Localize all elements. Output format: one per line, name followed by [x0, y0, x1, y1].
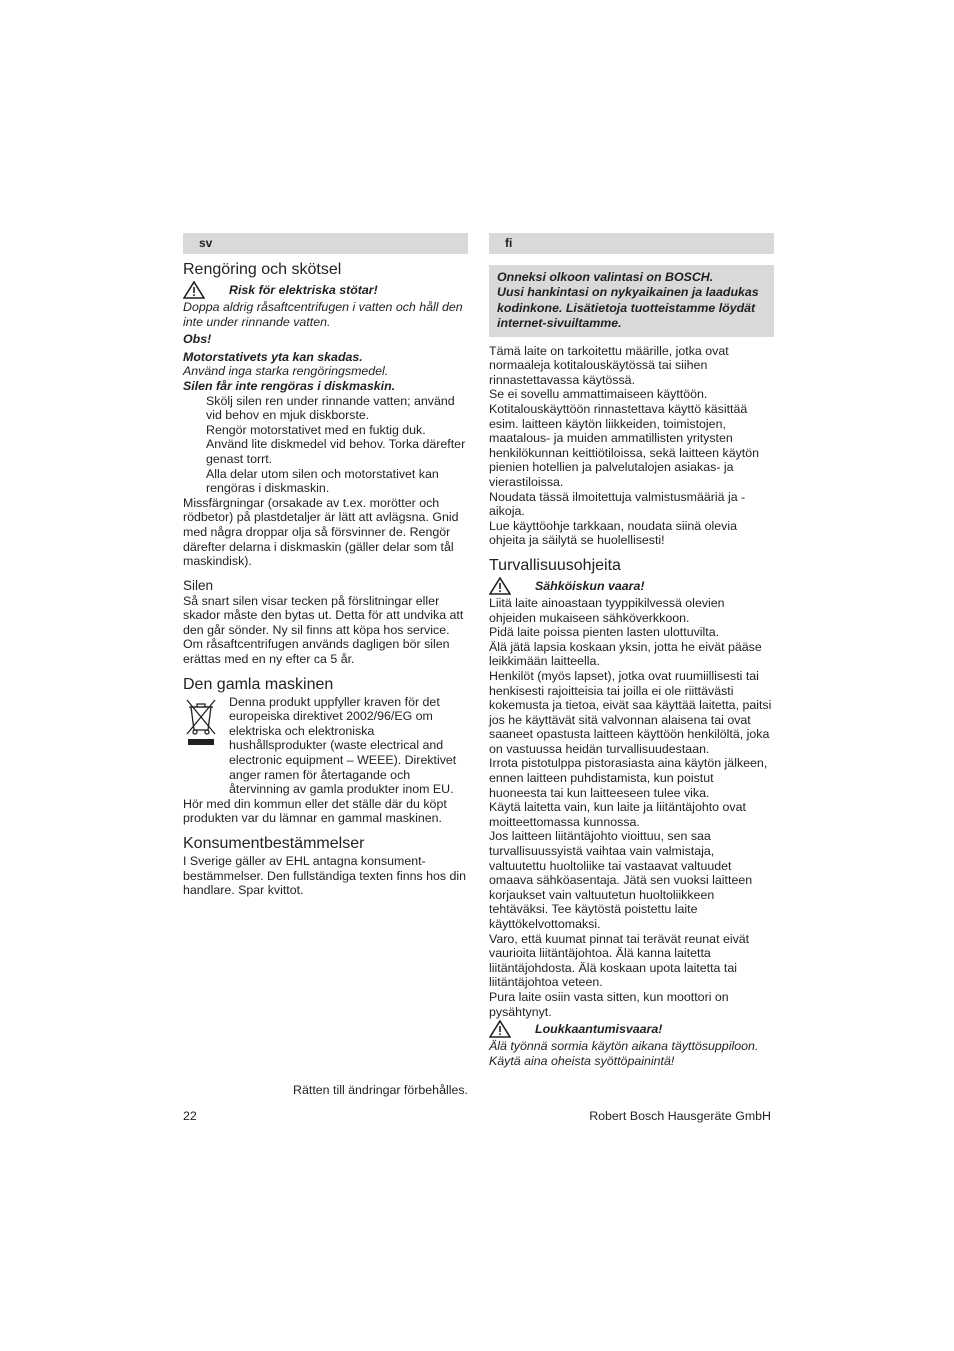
cleaning-step: Rengör motorstativet med en fuktig duk. Använd lite diskmedel vid behov. Torka därefter genast torrt. — [206, 422, 466, 466]
consumer-text: I Sverige gäller av EHL antagna konsument-bestämmelser. Den fullständiga texten finns hos din handlare. Spar kvittot. — [183, 854, 467, 898]
intro-box-line: Uusi hankintasi on nykyaikainen ja laadukas kodinkone. Lisätietoja tuotteistamme löydät internet-sivuiltamme. — [497, 285, 759, 331]
warning-triangle-icon — [489, 577, 511, 595]
safety-heading: Turvallisuusohjeita — [489, 556, 621, 574]
warning-triangle-icon — [183, 281, 205, 299]
safety-paragraph: Irrota pistotulppa pistorasiasta aina käytön jälkeen, ennen laitteen puhdistamista, kun poistut huoneesta tai kun laitteeseen tulee vika. — [489, 756, 768, 800]
weee-text: Denna produkt uppfyller kraven för det europeiska direktivet 2002/96/EG om elektriska och elektroniska hushållsprodukter (waste electrical and electronic equipment – WEEE). Direktivet anger ramen för återtagande och återvinning av gamla produkter inom EU. — [229, 694, 457, 797]
weee-block — [183, 695, 468, 797]
safety-paragraph: Henkilöt (myös lapset), jotka ovat ruumiillisesti tai henkisesti rajoitteisia tai joilla ei ole riittävästi kokemusta ja tietoa, eivät saa käyttää laitetta, paitsi jos he käyttävät sitä valvonnan alaisena tai ovat saaneet opastusta laitteen käyttöön henkilöltä, joka on vastuussa heidän turvallisuudestaan. — [489, 668, 772, 756]
sieve-text: Så snart silen visar tecken på förslitningar eller skador måste den bytas ut. Detta för att undvika att den går sönder. Ny sil finns att köpa hos service. Om råsaftcentrifugen används dagligen bör silen erättas med en ny efter ca 5 år. — [183, 593, 464, 667]
safety-paragraph: Älä jätä lapsia koskaan yksin, jotta he eivät pääse leikkimään laitteella. — [489, 639, 762, 669]
safety-paragraph: Pidä laite poissa pienten lasten ulottuvilta. — [489, 625, 720, 640]
finnish-column — [489, 233, 774, 1068]
cleaning-step: Skölj silen ren under rinnande vatten; använd vid behov en mjuk diskborste. — [206, 393, 455, 423]
language-bar-fi: fi — [489, 233, 774, 254]
safety-paragraph: Liitä laite ainoastaan tyyppikilvessä olevien ohjeiden mukaiseen sähköverkkoon. — [489, 595, 725, 625]
injury-warning-text: Älä työnnä sormia käytön aikana täyttösuppiloon. Käytä aina oheista syöttöpainintä! — [489, 1039, 759, 1068]
crossed-out-bin-icon — [183, 697, 219, 749]
safety-paragraph: Jos laitteen liitäntäjohto vioittuu, sen saa turvallisuussyistä vaihtaa vain valmistaja, valtuutettu huoltoliike tai vastaavat valtuudet omaava sähköasentaja. Jätä sen vuoksi laitteen korjaukset vain valtuutetun huoltoliikkeen tehtäväksi. Tee käytöstä poistettu laite käyttökelvottomaksi. — [489, 829, 753, 931]
safety-paragraph: Käytä laitetta vain, kun laite ja liitäntäjohto ovat moitteettomassa kunnossa. — [489, 800, 746, 829]
cleaning-step: Alla delar utom silen och motorstativet kan rengöras i diskmaskin. — [206, 466, 439, 496]
no-agents-text: Använd inga starka rengöringsmedel. — [183, 364, 389, 379]
company-name: Robert Bosch Hausgeräte GmbH — [589, 1109, 771, 1123]
intro-paragraph: Noudata tässä ilmoitettuja valmistusmääriä ja -aikoja. — [489, 489, 746, 519]
page-number: 22 — [183, 1109, 197, 1123]
warning-label: Risk för elektriska stötar! — [229, 283, 378, 297]
old-machine-text: Hör med din kommun eller det ställe där du köpt produkten var du lämnar en gammal maskinen. — [183, 796, 447, 826]
no-dishwasher-text: Silen får inte rengöras i diskmaskin. — [183, 378, 396, 393]
warning-label: Loukkaantumisvaara! — [535, 1022, 663, 1037]
injury-warning — [489, 1019, 774, 1039]
warning-triangle-icon — [489, 1020, 511, 1038]
intro-box — [489, 265, 774, 337]
intro-box-line: Onneksi olkoon valintasi on BOSCH. — [497, 270, 714, 284]
safety-paragraph: Varo, että kuumat pinnat tai terävät reunat eivät vaurioita liitäntäjohtoa. Älä kanna laitetta liitäntäjohdosta. Älä koskaan upota laitetta tai liitäntäjohtoa veteen. — [489, 931, 750, 990]
warning-label: Sähköiskun vaara! — [535, 578, 645, 593]
language-bar-sv: sv — [183, 233, 468, 254]
old-machine-heading: Den gamla maskinen — [183, 675, 334, 693]
intro-paragraph: Lue käyttöohje tarkkaan, noudata siinä olevia ohjeita ja säilytä se huolellisesti! — [489, 518, 737, 548]
consumer-heading: Konsumentbestämmelser — [183, 835, 365, 852]
warning-text: Doppa aldrig råsaftcentrifugen i vatten och håll den inte under rinnande vatten. — [183, 300, 463, 329]
swedish-column — [183, 233, 468, 898]
obs-label: Obs! — [183, 332, 212, 347]
safety-paragraph: Pura laite osiin vasta sitten, kun moottori on pysähtynyt. — [489, 989, 729, 1019]
reservation-note: Rätten till ändringar förbehålles. — [293, 1083, 468, 1097]
electric-shock-warning — [183, 280, 468, 300]
intro-paragraph: Se ei sovellu ammattimaiseen käyttöön. Kotitalouskäyttöön rinnastettava käyttö käsittää esim. laitteen käytön liikkeiden, toimistojen, maatalous- ja muiden ammatillisten yritysten henkilökunnan keittiötiloissa, sekä laitteen käytön pienien hotellien ja palvelutalojen asiakas- ja vierastiloissa. — [489, 387, 760, 489]
electric-shock-warning-fi — [489, 576, 774, 596]
cleaning-heading: Rengöring och skötsel — [183, 261, 342, 278]
motor-warning: Motorstativets yta kan skadas. — [183, 349, 363, 364]
intro-paragraph: Tämä laite on tarkoitettu määrille, jotka ovat normaaleja kotitalouskäytössä tai siihen rinnastettavassa käytössä. — [489, 343, 729, 387]
discoloration-text: Missfärgningar (orsakade av t.ex. morötter och rödbetor) på plastdetaljer är lätt att avlägsna. Gnid med några droppar olja så försvinner de. Rengör därefter delarna i diskmaskin (gäller delar som tål maskindisk). — [183, 495, 459, 569]
sieve-heading: Silen — [183, 577, 214, 593]
